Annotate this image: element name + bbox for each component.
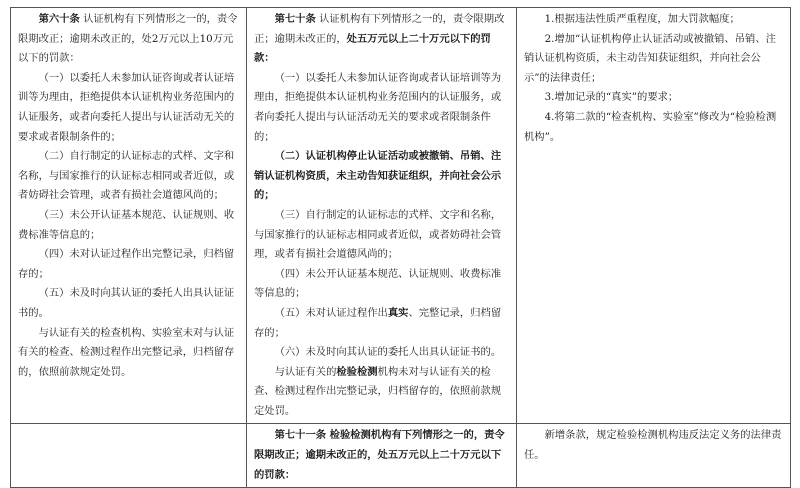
- old-item-3: （三）未公开认证基本规范、认证规则、收费标准等信息的；: [18, 208, 235, 241]
- revision-notes-cell: [517, 424, 791, 488]
- new-item-5: （五）未对认证过程作出真实、完整记录，归档留存的；: [254, 306, 502, 339]
- new-item-1: （一）以委托人未参加认证咨询或者认证培训等为理由，拒绝提供本认证机构业务范围内的认证服务，或者向委托人提出与认证活动无关的要求或者限制条件的；: [254, 71, 502, 143]
- table-row: [11, 8, 791, 424]
- old-item-4: （四）未对认证过程作出完整记录，归档留存的；: [18, 248, 235, 280]
- old-article-tail: 与认证有关的检查机构、实验室未对与认证有关的检查、检测过程作出完整记录，归档留存的，依照前款规定处罚。: [18, 326, 235, 378]
- note-4: 4.将第二款的“检查机构、实验室”修改为“检验检测机构”。: [524, 110, 777, 143]
- old-provision-cell: [11, 8, 247, 424]
- comparison-table: [10, 7, 791, 488]
- old-item-5: （五）未及时向其认证的委托人出具认证证书的。: [18, 287, 235, 319]
- old-article-heading: 第六十条 认证机构有下列情形之一的，责令限期改正；逾期未改正的，处2万元以上10万元以下的罚款：: [18, 13, 238, 65]
- new-item-3: （三）自行制定的认证标志的式样、文字和名称，与国家推行的认证标志相同或者近似，或者妨碍社会管理，或者有损社会道德风尚的；: [254, 208, 502, 261]
- note-new-article: 新增条款，规定检验检测机构违反法定义务的法律责任。: [524, 429, 782, 462]
- new-provision-cell: [247, 424, 517, 488]
- note-2: 2.增加“认证机构停止认证活动或被撤销、吊销、注销认证机构资质，未主动告知获证组织，并向社会公示”的法律责任；: [524, 32, 776, 84]
- new-article-71-heading: 第七十一条 检验检测机构有下列情形之一的，责令限期改正；逾期未改正的，处五万元以上二十万元以下的罚款：: [254, 429, 505, 481]
- old-item-2: （二）自行制定的认证标志的式样、文字和名称，与国家推行的认证标志相同或者近似，或者妨碍社会管理，或者有损社会道德风尚的；: [18, 150, 235, 202]
- new-article-heading: 第七十条 认证机构有下列情形之一的，责令限期改正；逾期未改正的，处五万元以上二十万元以下的罚款：: [254, 13, 505, 65]
- new-provision-cell: [247, 8, 517, 424]
- new-item-4: （四）未公开认证基本规范、认证规则、收费标准等信息的；: [254, 267, 502, 300]
- note-1: 1.根据违法性质严重程度，加大罚款幅度；: [544, 13, 740, 25]
- new-article-tail: 与认证有关的检验检测机构未对与认证有关的检查、检测过程作出完整记录，归档留存的，依照前款规定处罚。: [254, 365, 502, 417]
- revision-notes-cell: [517, 8, 791, 424]
- table-row: [11, 424, 791, 488]
- new-item-2: （二）认证机构停止认证活动或被撤销、吊销、注销认证机构资质，未主动告知获证组织，并向社会公示的；: [254, 150, 502, 202]
- new-item-6: （六）未及时向其认证的委托人出具认证证书的。: [274, 346, 502, 359]
- note-3: 3.增加记录的“真实”的要求；: [544, 91, 679, 104]
- old-item-1: （一）以委托人未参加认证咨询或者认证培训等为理由，拒绝提供本认证机构业务范围内的认证服务，或者向委托人提出与认证活动无关的要求或者限制条件的；: [18, 71, 235, 143]
- old-provision-cell-empty: [11, 424, 247, 488]
